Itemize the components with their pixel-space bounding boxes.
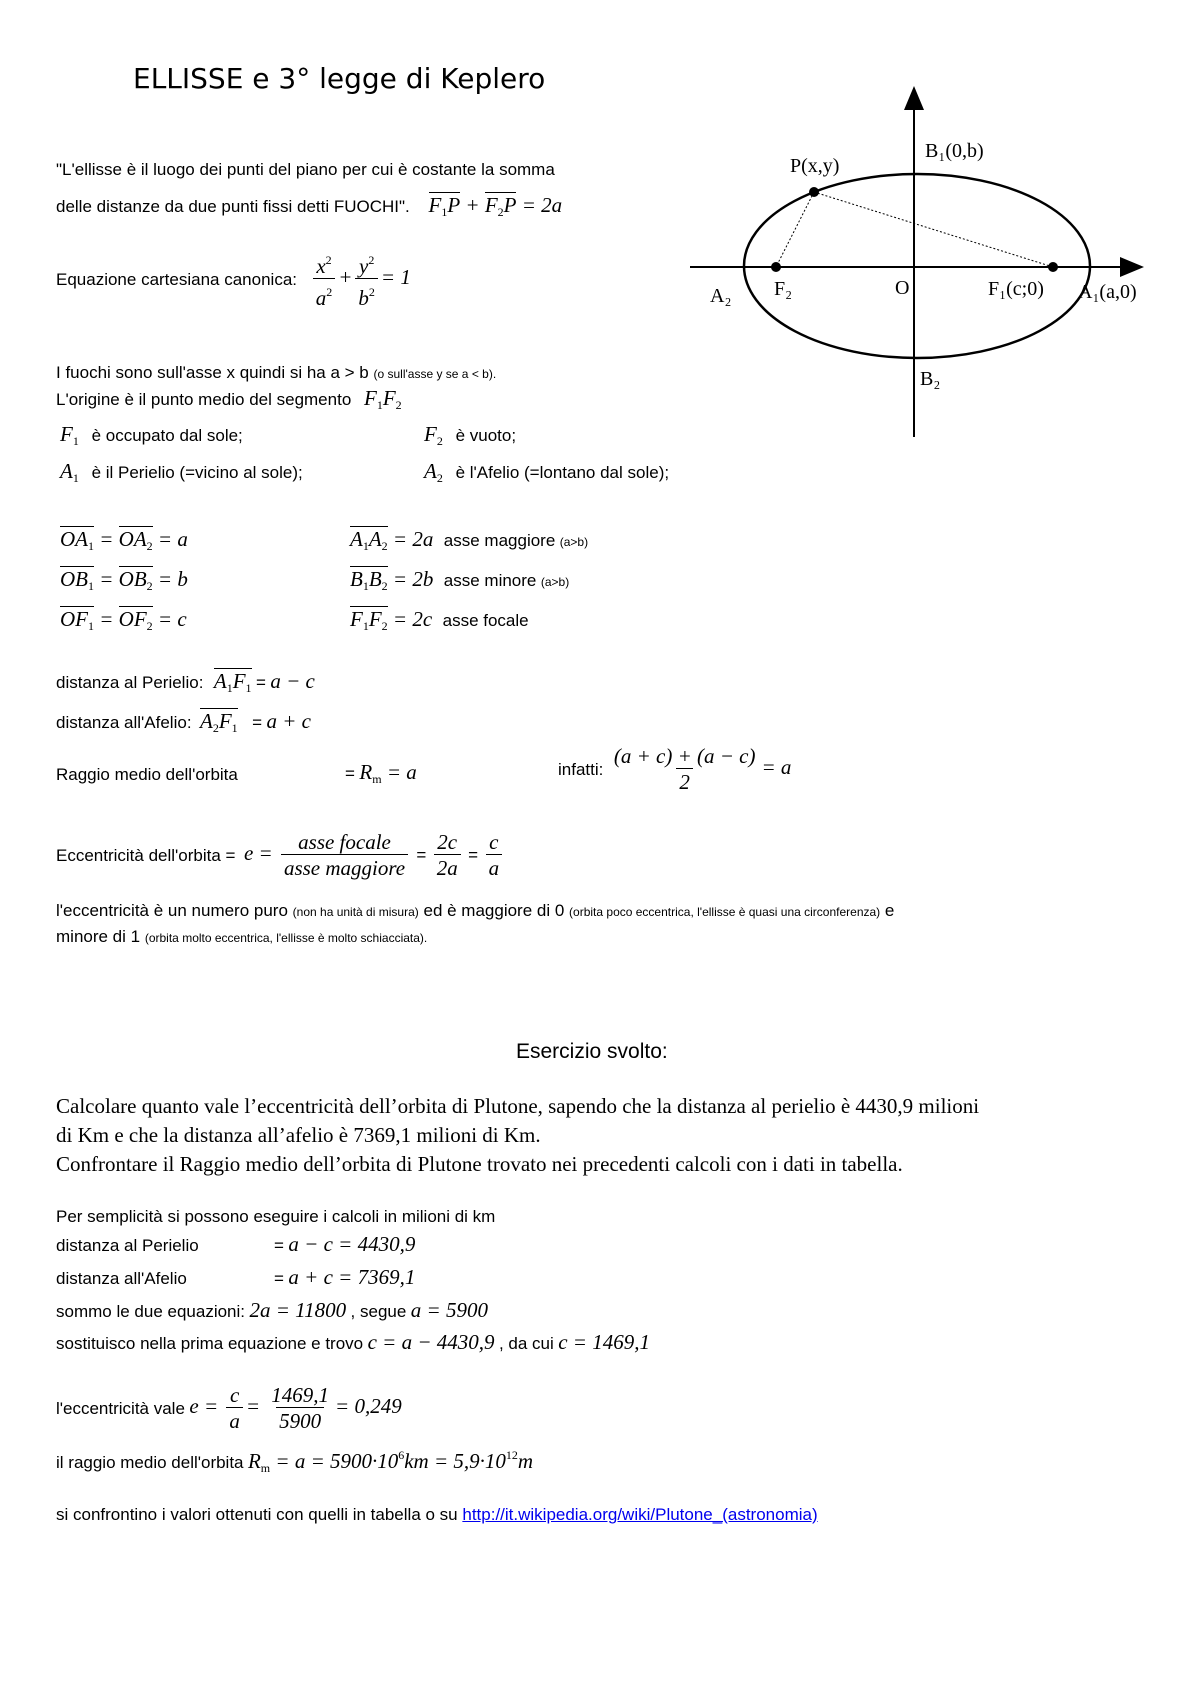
- confront-text: si confrontino i valori ottenuti con quelli in tabella o su: [56, 1505, 458, 1524]
- ex-eccentricity-row: l'eccentricità vale e = $\frac{c}{a}$ = $\frac{1469,1}{5900}$ = 0,249: [56, 1383, 402, 1433]
- ex-ecc-label: l'eccentricità vale: [56, 1399, 185, 1419]
- label-f1: F₁(c;0): [988, 278, 1044, 300]
- ecc-desc-c: ed è maggiore di 0: [423, 901, 565, 920]
- exercise-text-1: Calcolare quanto vale l’eccentricità dell’orbita di Plutone, sapendo che la distanza al perielio è 4430,9 milioni: [56, 1094, 980, 1118]
- ex-afelio-label: distanza all'Afelio: [56, 1269, 187, 1288]
- ex-raggio-row: il raggio medio dell'orbita $R_m = a = 5900\cdot 10^6km = 5,9\cdot 10^{12}m$: [56, 1448, 534, 1475]
- major-axis-note: (a>b): [559, 535, 589, 549]
- definition-line1: "L'ellisse è il luogo dei punti del piano per cui è costante la somma: [56, 160, 555, 179]
- perielio-distance-label: distanza al Perielio:: [56, 673, 204, 692]
- da-cui-text: , da cui: [498, 1334, 554, 1353]
- equation-row: [56, 248, 411, 311]
- segment-pf2: [776, 192, 814, 267]
- origin-row: [56, 387, 402, 416]
- f1-row: [60, 423, 243, 452]
- eq-sign-ecc-2: =: [468, 845, 479, 865]
- point-f2: [771, 262, 781, 272]
- focal-axis-row: $F_1F_2 = 2c$ asse focale: [350, 606, 529, 637]
- definition-formula: $F_1P + F_2P = 2a$: [429, 193, 563, 217]
- origin-text: L'origine è il punto medio del segmento: [56, 390, 352, 409]
- ex-perielio-label: distanza al Perielio: [56, 1236, 199, 1255]
- eq-sign-ecc-1: =: [416, 845, 427, 865]
- ellipse-diagram: [670, 82, 1170, 442]
- a2-text: è l'Afelio (=lontano dal sole);: [455, 463, 670, 482]
- value-perielio-2: 4430,9: [436, 1330, 495, 1354]
- exercise-text-3: Confrontare il Raggio medio dell’orbita di Plutone trovato nei precedenti calcoli con i dati in tabella.: [56, 1152, 903, 1176]
- f1-symbol: $F_1$: [60, 422, 79, 448]
- minor-axis-label: asse minore: [443, 571, 537, 590]
- value-perielio: 4430,9: [357, 1232, 416, 1256]
- value-e: 0,249: [354, 1394, 402, 1419]
- canonical-equation: $\frac{x^2}{a^2}$ + $\frac{y^2}{b^2}$ = 1: [310, 265, 411, 289]
- ecc-desc-b: (non ha unità di misura): [292, 905, 419, 919]
- subst-label: sostituisco nella prima equazione e trovo: [56, 1334, 364, 1353]
- eccentricity-desc-line1: [56, 900, 894, 923]
- a1-symbol: $A_1$: [60, 459, 79, 485]
- ex-afelio-formula: = a + c = 7369,1: [274, 1265, 416, 1289]
- value-rm-m: 5,9: [453, 1449, 480, 1473]
- raggio-medio-label: Raggio medio dell'orbita: [56, 765, 238, 784]
- segment-pf1: [814, 192, 1053, 267]
- ecc-frac-den: 5900: [276, 1407, 324, 1434]
- eccentricity-row: Eccentricità dell'orbita = e = $\frac{\text{asse focale}}{\text{asse maggiore}}$ = $\frac{2c}{2a}$ = $\frac{c}{a}$: [56, 830, 505, 881]
- focal-axis-label: asse focale: [442, 611, 529, 630]
- label-p: P(x,y): [790, 155, 840, 177]
- ob-equality: $OB_1 = OB_2 = b$: [60, 566, 188, 597]
- eccentricity-denominator: asse maggiore: [281, 854, 408, 881]
- perielio-distance-row: distanza al Perielio: $A_1F_1 = a - c$: [56, 668, 315, 699]
- eccentricity-desc-line2: [56, 926, 427, 949]
- point-f1: [1048, 262, 1058, 272]
- subst-row: sostituisco nella prima equazione e trovo c = a − 4430,9 , da cui c = 1469,1: [56, 1330, 650, 1354]
- f1-text: è occupato dal sole;: [91, 426, 243, 445]
- eq-sign-ex-afelio: =: [274, 1269, 284, 1288]
- value-c: 1469,1: [592, 1330, 650, 1354]
- equation-label: Equazione cartesiana canonica:: [56, 269, 297, 289]
- segue-text: , segue: [350, 1302, 407, 1321]
- minor-axis-note: (a>b): [540, 575, 570, 589]
- eq-sign-afelio: =: [252, 713, 263, 732]
- eccentricity-label: Eccentricità dell'orbita =: [56, 846, 236, 866]
- label-a2: A₂: [710, 285, 732, 307]
- f2-symbol: $F_2$: [424, 422, 443, 448]
- sum-label: sommo le due equazioni:: [56, 1302, 246, 1321]
- a1-text: è il Perielio (=vicino al sole);: [91, 463, 303, 482]
- value-afelio: 7369,1: [357, 1265, 416, 1289]
- a2-row: [424, 460, 669, 489]
- foci-line1: [56, 362, 496, 385]
- major-axis-label: asse maggiore: [443, 531, 556, 550]
- ecc-desc2-a: minore di 1: [56, 927, 141, 946]
- page-title: ELLISSE e 3° legge di Keplero: [133, 62, 546, 95]
- segment-f1f2: $F_1F_2$: [364, 386, 402, 412]
- eq-sign-ex-perielio: =: [274, 1236, 284, 1255]
- label-f2: F₂: [774, 278, 793, 300]
- eccentricity-numerator: asse focale: [298, 830, 391, 854]
- eq-sign-perielio: =: [255, 673, 266, 692]
- sum-row: sommo le due equazioni: 2a = 11800 , segue a = 5900: [56, 1298, 488, 1322]
- ecc-desc2-b: (orbita molto eccentrica, l'ellisse è molto schiacciata).: [144, 931, 428, 945]
- major-axis-row: $A_1A_2 = 2a$ asse maggiore (a>b): [350, 526, 588, 557]
- eq-sign-raggio: =: [345, 764, 355, 783]
- a1-row: [60, 460, 303, 489]
- raggio-proof: infatti: $\frac{(a + c) + (a - c)}{2}$ = a: [558, 744, 792, 794]
- definition-line2: [56, 192, 562, 223]
- point-p: [809, 187, 819, 197]
- foci-line1-main: I fuochi sono sull'asse x quindi si ha a > b: [56, 363, 369, 382]
- label-o: O: [895, 277, 910, 299]
- afelio-distance-row: distanza all'Afelio: $A_2F_1 = a + c$: [56, 708, 311, 739]
- raggio-medio-formula: = $R_m = a$: [345, 760, 417, 786]
- minor-axis-row: $B_1B_2 = 2b$ asse minore (a>b): [350, 566, 569, 597]
- ecc-desc-a: l'eccentricità è un numero puro: [56, 901, 288, 920]
- confront-row: [56, 1504, 818, 1526]
- a2-symbol: $A_2$: [424, 459, 443, 485]
- exercise-text-2: di Km e che la distanza all’afelio è 7369,1 milioni di Km.: [56, 1123, 541, 1147]
- exercise-title: Esercizio svolto:: [516, 1040, 668, 1063]
- ex-raggio-label: il raggio medio dell'orbita: [56, 1453, 244, 1472]
- f2-text: è vuoto;: [455, 426, 517, 445]
- ex-perielio-formula: = a − c = 4430,9: [274, 1232, 416, 1256]
- label-a1: A₁(a,0): [1078, 281, 1137, 303]
- value-a: 5900: [445, 1298, 488, 1322]
- ecc-desc-d: (orbita poco eccentrica, l'ellisse è quasi una circonferenza): [569, 905, 881, 919]
- value-two-a: 11800: [295, 1298, 347, 1322]
- value-rm-km: 5900: [329, 1449, 372, 1473]
- wikipedia-link[interactable]: http://it.wikipedia.org/wiki/Plutone_(astronomia): [462, 1505, 818, 1524]
- oa-equality: $OA_1 = OA_2 = a$: [60, 526, 188, 557]
- afelio-distance-label: distanza all'Afelio:: [56, 713, 192, 732]
- f2-row: [424, 423, 516, 452]
- infatti-label: infatti:: [558, 760, 604, 780]
- ecc-desc-e: e: [884, 901, 895, 920]
- definition-text: delle distanze da due punti fissi detti FUOCHI".: [56, 197, 410, 216]
- simplicity-note: Per semplicità si possono eseguire i calcoli in milioni di km: [56, 1207, 496, 1226]
- label-b1: B₁(0,b): [925, 140, 984, 162]
- foci-line1-note: (o sull'asse y se a < b).: [373, 367, 497, 381]
- of-equality: $OF_1 = OF_2 = c$: [60, 606, 187, 637]
- ecc-frac-num: 1469,1: [271, 1383, 330, 1407]
- label-b2: B₂: [920, 368, 941, 390]
